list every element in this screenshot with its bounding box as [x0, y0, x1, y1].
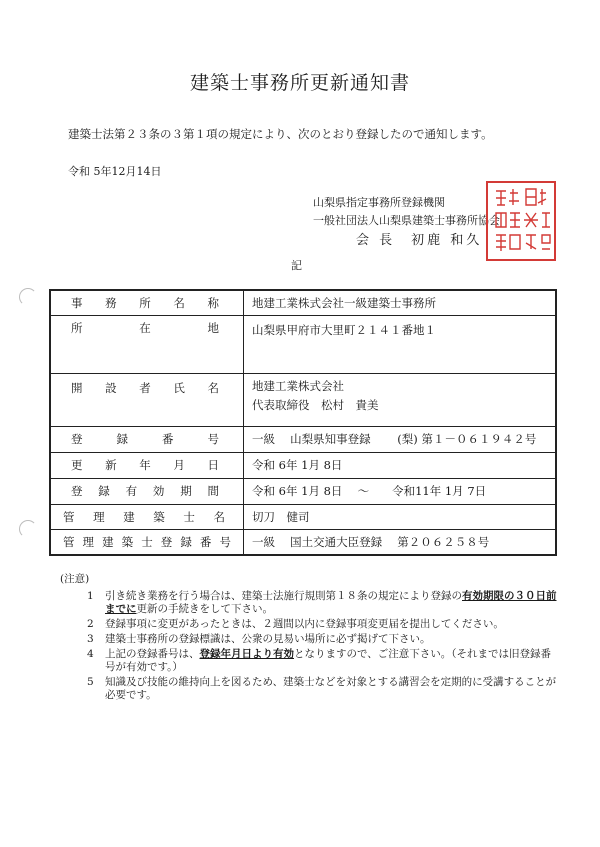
validity-label: 登録有効期間 [50, 478, 244, 504]
table-row [50, 290, 556, 315]
location-label: 所在地 [50, 315, 244, 373]
note-number: 4 [87, 648, 94, 660]
renewal-date-value: 令和 6年 1月 8日 [244, 452, 557, 478]
issuer-association: 一般社団法人山梨県建築士事務所協会 [313, 214, 500, 227]
table-row [50, 426, 556, 452]
founder-company: 地建工業株式会社 [252, 378, 344, 393]
note-number: 2 [87, 618, 94, 630]
manager-label: 管理建築士名 [50, 504, 244, 529]
notes-header: (注意) [60, 573, 90, 585]
note-item [60, 676, 560, 702]
note-text: 上記の登録番号は、 [105, 648, 200, 660]
table-row [50, 373, 556, 426]
issue-date: 令和 5年12月14日 [68, 165, 162, 178]
punch-hole [19, 288, 37, 306]
table-row [50, 504, 556, 529]
founder-representative: 代表取締役 松村 貴美 [252, 397, 379, 412]
founder-value [244, 373, 557, 426]
document-title: 建築士事務所更新通知書 [189, 72, 410, 94]
registration-table [49, 289, 557, 556]
table-row [50, 452, 556, 478]
validity-value: 令和 6年 1月 8日 ～ 令和11年 1月 7日 [244, 478, 557, 504]
founder-label: 開設者氏名 [50, 373, 244, 426]
note-emphasis: 登録年月日より有効 [199, 648, 294, 660]
note-text: 更新の手続きをして下さい。 [136, 603, 273, 615]
table-row [50, 478, 556, 504]
office-name-label: 事務所名称 [50, 290, 244, 315]
note-item [60, 633, 560, 646]
note-number: 1 [87, 590, 94, 602]
manager-reg-value: 一級 国土交通大臣登録 第２０６２５８号 [244, 529, 557, 555]
manager-reg-label: 管理建築士登録番号 [50, 529, 244, 555]
issuer-president: 会 長 初鹿 和久 [356, 233, 483, 248]
reg-number-value: 一級 山梨県知事登録 (梨) 第１－０６１９４２号 [244, 426, 557, 452]
intro-text: 建築士法第２３条の３第１項の規定により、次のとおり登録したので通知します。 [68, 127, 493, 141]
reg-number-label: 登録番号 [50, 426, 244, 452]
renewal-date-label: 更新年月日 [50, 452, 244, 478]
note-item [60, 618, 560, 631]
note-text: 登録事項に変更があったときは、２週間以内に登録事項変更届を提出してください。 [105, 618, 504, 630]
note-emphasis: 有効期限の３０日前までに [105, 590, 557, 615]
note-text: 建築士事務所の登録標識は、公衆の見易い場所に必ず掲げて下さい。 [105, 633, 431, 645]
issuer-authority: 山梨県指定事務所登録機関 [313, 196, 445, 209]
table-row [50, 529, 556, 555]
ki-marker: 記 [291, 259, 302, 272]
note-number: 3 [87, 633, 94, 645]
note-item [60, 648, 560, 674]
note-item [60, 590, 560, 616]
location-value: 山梨県甲府市大里町２１４１番地１ [244, 315, 557, 373]
table-row [50, 315, 556, 373]
office-name-value: 地建工業株式会社一級建築士事務所 [244, 290, 557, 315]
punch-hole [19, 520, 37, 538]
manager-value: 切刀 健司 [244, 504, 557, 529]
notes-section [60, 571, 560, 704]
note-text: 引き続き業務を行う場合は、建築士法施行規則第１８条の規定により登録の [105, 590, 462, 602]
note-text: 知識及び技能の維持向上を図るため、建築士などを対象とする講習会を定期的に受講することが必要です。 [105, 676, 557, 701]
note-text: となりますので、ご注意下さい。（それまでは旧登録番号が有効です。） [105, 648, 552, 673]
note-number: 5 [87, 676, 94, 688]
official-seal-stamp [486, 181, 556, 261]
